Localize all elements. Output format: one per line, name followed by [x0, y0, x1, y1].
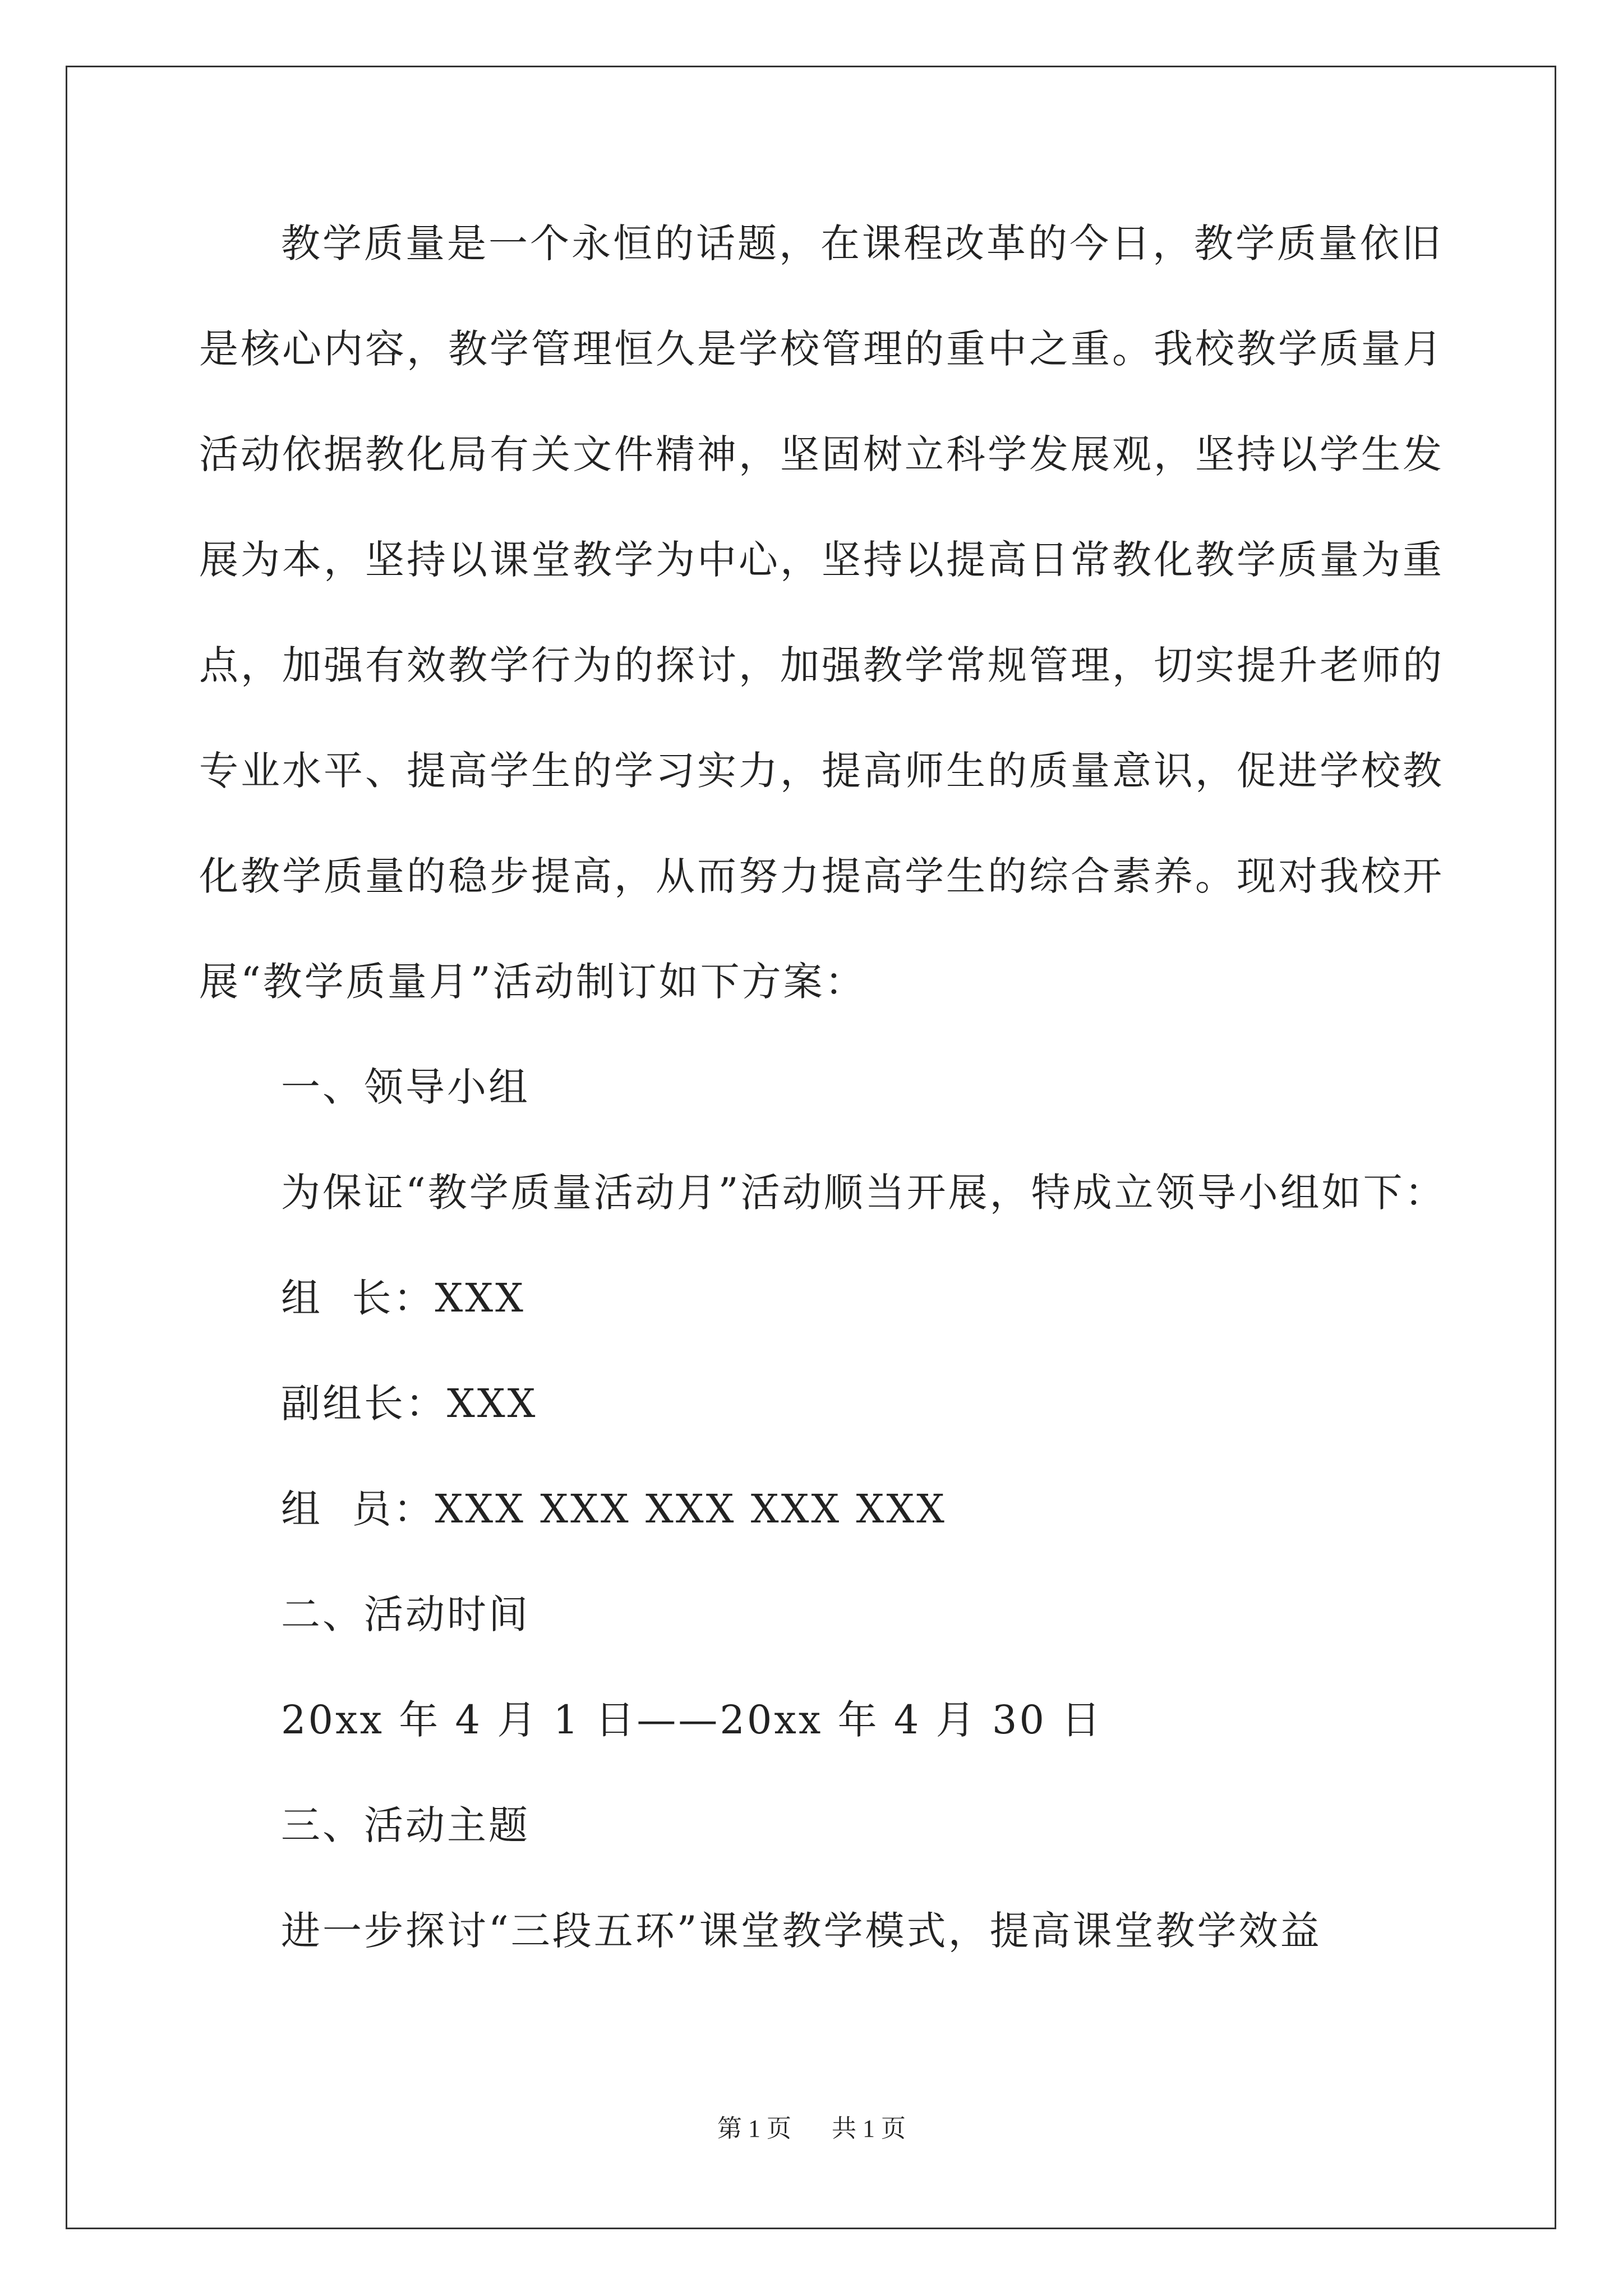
paragraph-line: 点，加强有效教学行为的探讨，加强教学常规管理，切实提升老师的	[199, 642, 1444, 688]
section-heading-time: 二、活动时间	[281, 1591, 530, 1637]
section-heading-theme: 三、活动主题	[281, 1802, 530, 1848]
activity-theme: 进一步探讨“三段五环”课堂教学模式，提高课堂教学效益	[281, 1908, 1322, 1954]
paragraph-line: 是核心内容，教学管理恒久是学校管理的重中之重。我校教学质量月	[199, 326, 1444, 372]
document-body	[199, 219, 1446, 2012]
page-footer	[0, 2108, 1623, 2144]
leader-line: 组 长：XXX	[281, 1275, 526, 1321]
page-number-total: 共 1 页	[832, 2115, 906, 2142]
paragraph-line: 教学质量是一个永恒的话题，在课程改革的今日，教学质量依旧	[281, 220, 1443, 266]
leadership-intro: 为保证“教学质量活动月”活动顺当开展，特成立领导小组如下：	[281, 1170, 1446, 1216]
page-number-current: 第 1 页	[717, 2115, 791, 2142]
section-heading-leadership: 一、领导小组	[281, 1064, 530, 1110]
paragraph-line: 展“教学质量月”活动制订如下方案：	[199, 959, 866, 1005]
vice-leader-line: 副组长：XXX	[281, 1381, 538, 1427]
paragraph-line: 专业水平、提高学生的学习实力，提高师生的质量意识，促进学校教	[199, 748, 1444, 794]
paragraph-line: 活动依据教化局有关文件精神，坚固树立科学发展观，坚持以学生发	[199, 431, 1444, 477]
activity-time: 20xx 年 4 月 1 日——20xx 年 4 月 30 日	[281, 1697, 1103, 1743]
members-line: 组 员：XXX XXX XXX XXX XXX	[281, 1486, 947, 1532]
paragraph-line: 化教学质量的稳步提高，从而努力提高学生的综合素养。现对我校开	[199, 853, 1444, 899]
paragraph-line: 展为本，坚持以课堂教学为中心，坚持以提高日常教化教学质量为重	[199, 537, 1444, 583]
